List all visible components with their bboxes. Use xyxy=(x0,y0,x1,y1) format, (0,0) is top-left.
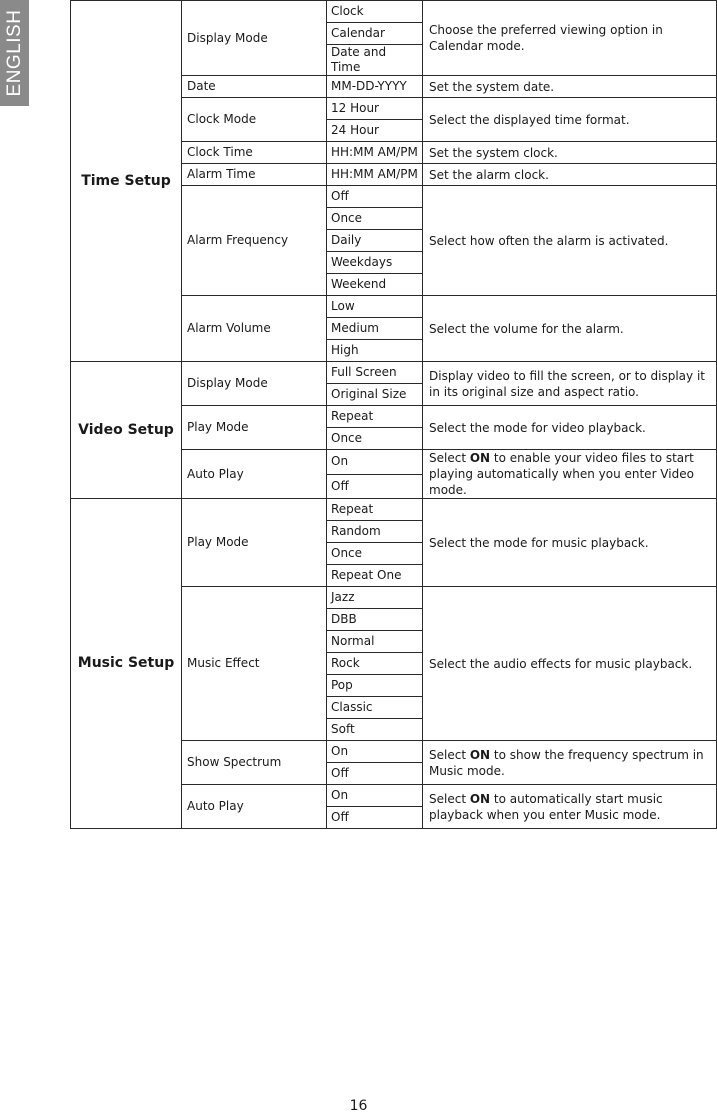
setting-name: Date xyxy=(182,76,327,98)
setting-option: 24 Hour xyxy=(327,120,423,142)
setting-name: Clock Time xyxy=(182,142,327,164)
setting-option: On xyxy=(327,450,423,475)
setting-name: Alarm Frequency xyxy=(182,186,327,296)
section-title: Video Setup xyxy=(71,362,182,499)
setting-name: Show Spectrum xyxy=(182,741,327,785)
setting-description: Select ON to automatically start music playback when you enter Music mode. xyxy=(423,785,717,829)
setting-option: Weekend xyxy=(327,274,423,296)
language-tab-label: ENGLISH xyxy=(3,9,25,97)
setting-name: Alarm Volume xyxy=(182,296,327,362)
setting-description: Set the alarm clock. xyxy=(423,164,717,186)
table-row xyxy=(71,362,717,384)
setting-option: Repeat xyxy=(327,499,423,521)
setting-name: Music Effect xyxy=(182,587,327,741)
setting-option: Soft xyxy=(327,719,423,741)
setting-name: Display Mode xyxy=(182,362,327,406)
setting-name: Alarm Time xyxy=(182,164,327,186)
setting-option: Classic xyxy=(327,697,423,719)
setting-option: HH:MM AM/PM xyxy=(327,142,423,164)
setting-name: Auto Play xyxy=(182,785,327,829)
setting-description: Set the system clock. xyxy=(423,142,717,164)
page-number: 16 xyxy=(349,1098,368,1114)
settings-table xyxy=(70,0,717,829)
setting-option: High xyxy=(327,340,423,362)
section-title: Music Setup xyxy=(71,499,182,829)
setting-option: Off xyxy=(327,807,423,829)
setting-option: Weekdays xyxy=(327,252,423,274)
setting-option: Original Size xyxy=(327,384,423,406)
setting-option: HH:MM AM/PM xyxy=(327,164,423,186)
setting-description: Select the mode for video playback. xyxy=(423,406,717,450)
setting-name: Play Mode xyxy=(182,499,327,587)
setting-option: On xyxy=(327,741,423,763)
setting-name: Display Mode xyxy=(182,1,327,76)
setting-option: Date and Time xyxy=(327,45,423,76)
setting-name: Clock Mode xyxy=(182,98,327,142)
language-tab xyxy=(0,0,29,106)
setting-description: Select ON to show the frequency spectrum in Music mode. xyxy=(423,741,717,785)
setting-option: Repeat One xyxy=(327,565,423,587)
section-title: Time Setup xyxy=(71,1,182,362)
setting-option: Repeat xyxy=(327,406,423,428)
setting-option: Full Screen xyxy=(327,362,423,384)
setting-option: 12 Hour xyxy=(327,98,423,120)
setting-option: Rock xyxy=(327,653,423,675)
setting-description: Select the audio effects for music playback. xyxy=(423,587,717,741)
setting-description: Select the mode for music playback. xyxy=(423,499,717,587)
setting-option: Off xyxy=(327,474,423,499)
setting-option: Random xyxy=(327,521,423,543)
setting-option: DBB xyxy=(327,609,423,631)
setting-description: Display video to fill the screen, or to display it in its original size and aspect ratio. xyxy=(423,362,717,406)
setting-name: Auto Play xyxy=(182,450,327,499)
setting-option: Once xyxy=(327,543,423,565)
setting-option: On xyxy=(327,785,423,807)
setting-option: Low xyxy=(327,296,423,318)
setting-description: Select the volume for the alarm. xyxy=(423,296,717,362)
setting-option: Normal xyxy=(327,631,423,653)
setting-option: Jazz xyxy=(327,587,423,609)
table-row xyxy=(71,499,717,521)
setting-option: Off xyxy=(327,763,423,785)
setting-description: Select ON to enable your video files to start playing automatically when you enter Video mode. xyxy=(423,450,717,499)
setting-description: Select the displayed time format. xyxy=(423,98,717,142)
setting-option: Once xyxy=(327,428,423,450)
setting-option: Off xyxy=(327,186,423,208)
setting-option: MM-DD-YYYY xyxy=(327,76,423,98)
table-row xyxy=(71,1,717,23)
setting-option: Calendar xyxy=(327,23,423,45)
setting-option: Medium xyxy=(327,318,423,340)
setting-description: Set the system date. xyxy=(423,76,717,98)
setting-option: Clock xyxy=(327,1,423,23)
setting-description: Choose the preferred viewing option in Calendar mode. xyxy=(423,1,717,76)
setting-name: Play Mode xyxy=(182,406,327,450)
setting-option: Pop xyxy=(327,675,423,697)
setting-option: Daily xyxy=(327,230,423,252)
setting-description: Select how often the alarm is activated. xyxy=(423,186,717,296)
settings-table-body xyxy=(71,1,717,829)
setting-option: Once xyxy=(327,208,423,230)
